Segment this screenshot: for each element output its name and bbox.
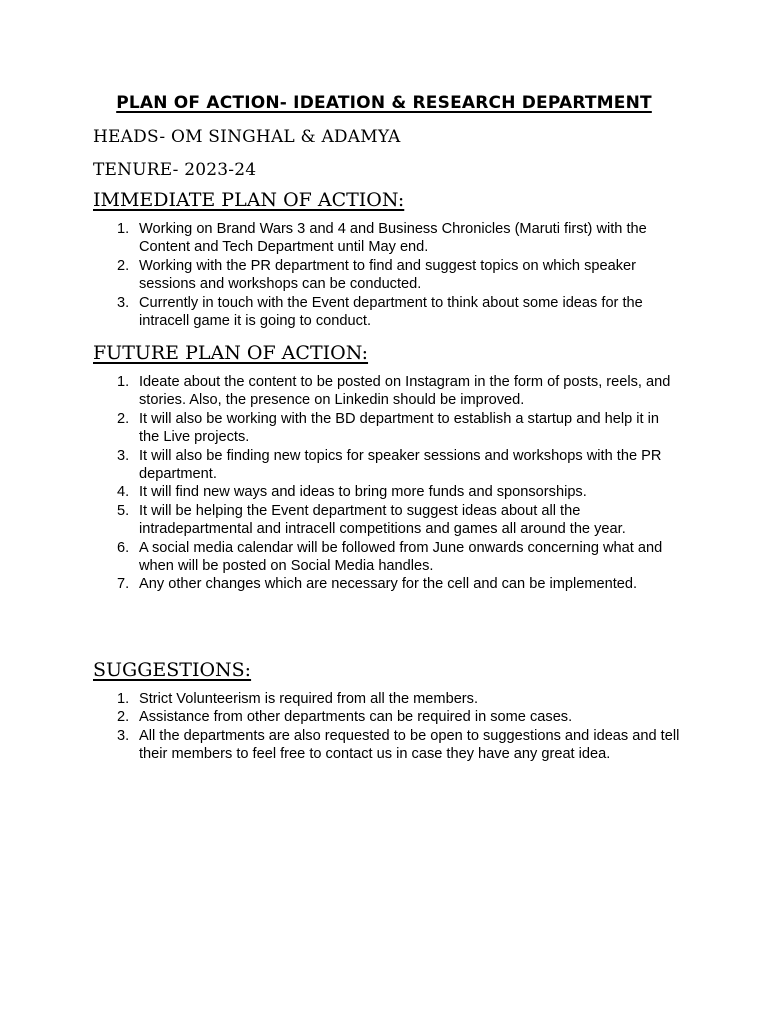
list-item xyxy=(0,502,768,539)
item-number: 4. xyxy=(117,484,130,501)
item-number: 7. xyxy=(117,576,130,593)
item-text: Strict Volunteerism is required from all the members. xyxy=(139,691,479,707)
item-text: It will find new ways and ideas to bring more funds and sponsorships. xyxy=(139,484,587,501)
future-plan-list xyxy=(0,373,768,594)
item-text: Any other changes which are necessary for the cell and can be implemented. xyxy=(139,576,638,593)
item-text: Assistance from other departments can be required in some cases. xyxy=(139,709,573,726)
item-text: Working with the PR department to find and suggest topics on which speaker sessions and workshops can be conducted. xyxy=(139,257,636,293)
item-number: 6. xyxy=(117,539,130,556)
item-text: It will also be working with the BD department to establish a startup and help it in the Live projects. xyxy=(139,410,659,446)
item-text: Currently in touch with the Event department to think about some ideas for the intracell game it is going to conduct. xyxy=(139,294,643,330)
item-number: 1. xyxy=(117,374,130,390)
list-item xyxy=(0,294,768,331)
item-number: 1. xyxy=(117,221,130,237)
list-item xyxy=(0,220,768,257)
item-number: 2. xyxy=(117,257,130,274)
list-item xyxy=(0,575,768,593)
item-text: Working on Brand Wars 3 and 4 and Business Chronicles (Maruti first) with the Content and Tech Department until May end. xyxy=(139,221,647,256)
section-heading-suggestions: SUGGESTIONS: xyxy=(93,659,252,681)
section-heading-immediate: IMMEDIATE PLAN OF ACTION: xyxy=(93,189,405,211)
list-item xyxy=(0,483,768,501)
tenure-line: TENURE- 2023-24 xyxy=(93,160,257,180)
document-title: PLAN OF ACTION- IDEATION & RESEARCH DEPARTMENT xyxy=(116,93,652,113)
item-text: Ideate about the content to be posted on Instagram in the form of posts, reels, and stories. Also, the presence on Linkedin should be improved. xyxy=(139,374,671,409)
item-number: 1. xyxy=(117,691,130,707)
list-item xyxy=(0,373,768,410)
item-text: All the departments are also requested to be open to suggestions and ideas and tell their members to feel free to contact us in case they have any great idea. xyxy=(139,727,680,763)
list-item xyxy=(0,727,768,764)
item-text: It will also be finding new topics for speaker sessions and workshops with the PR department. xyxy=(139,447,662,483)
item-number: 3. xyxy=(117,294,130,311)
item-number: 3. xyxy=(117,447,130,464)
list-item xyxy=(0,447,768,484)
immediate-plan-list xyxy=(0,220,768,330)
item-text: A social media calendar will be followed from June onwards concerning what and when will be posted on Social Media handles. xyxy=(139,539,663,575)
item-number: 5. xyxy=(117,502,130,519)
item-number: 3. xyxy=(117,727,130,744)
item-number: 2. xyxy=(117,709,130,726)
section-heading-future: FUTURE PLAN OF ACTION: xyxy=(93,342,369,364)
item-number: 2. xyxy=(117,410,130,427)
list-item xyxy=(0,410,768,447)
item-text: It will be helping the Event department to suggest ideas about all the intradepartmental and intracell competitions and games all around the year. xyxy=(139,502,626,538)
list-item xyxy=(0,690,768,708)
suggestions-list xyxy=(0,690,768,764)
list-item xyxy=(0,539,768,576)
heads-line: HEADS- OM SINGHAL & ADAMYA xyxy=(93,127,401,147)
list-item xyxy=(0,257,768,294)
list-item xyxy=(0,708,768,726)
